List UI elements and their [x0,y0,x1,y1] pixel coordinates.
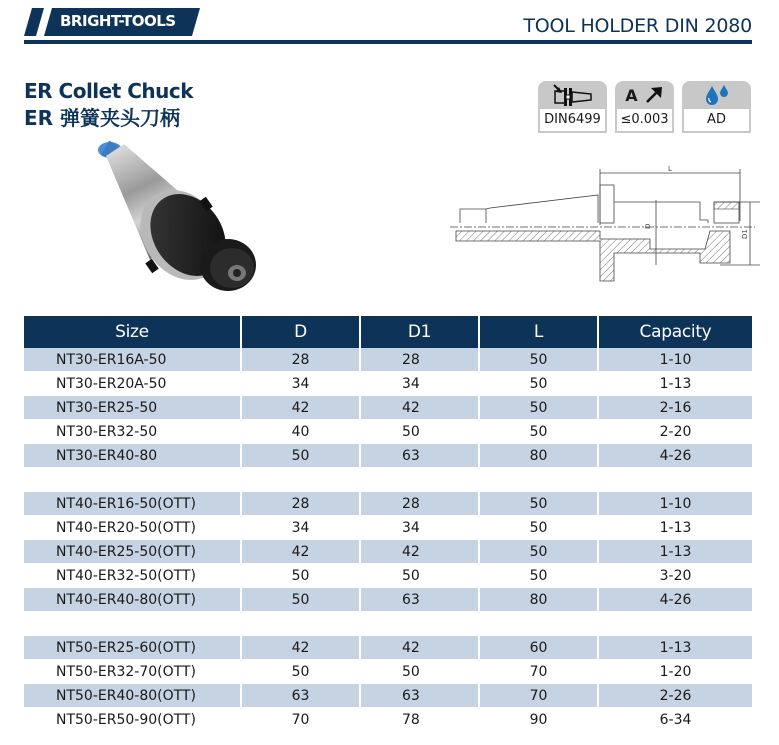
cell-d: 50 [242,660,361,684]
cell-size: NT50-ER25-60(OTT) [24,636,242,660]
group-spacer [24,612,752,636]
cell-l: 50 [480,372,599,396]
cell-size: NT40-ER16-50(OTT) [24,492,242,516]
badge-runout [615,81,674,133]
cell-size: NT30-ER40-80 [24,444,242,468]
cell-d: 50 [242,564,361,588]
cell-l: 50 [480,492,599,516]
cell-d: 50 [242,588,361,612]
cell-size: NT30-ER32-50 [24,420,242,444]
spec-badges [538,81,751,133]
cell-capacity: 2-16 [599,396,752,420]
table-row [24,708,752,732]
badge-din-value: DIN6499 [540,109,605,131]
table-row [24,492,752,516]
cell-capacity: 3-20 [599,564,752,588]
cell-d1: 42 [361,396,480,420]
collet-chuck-image [90,140,270,295]
arrow-up-right-icon [644,86,664,104]
column-header-size: Size [24,316,242,348]
cell-d1: 42 [361,636,480,660]
dimension-d1-label: D1 [741,229,749,239]
cell-d1: 34 [361,516,480,540]
group-spacer [24,468,752,492]
cell-size: NT50-ER40-80(OTT) [24,684,242,708]
cell-capacity: 1-13 [599,516,752,540]
table-row [24,684,752,708]
cell-l: 90 [480,708,599,732]
table-row [24,396,752,420]
cell-d1: 63 [361,684,480,708]
cell-d: 40 [242,420,361,444]
cell-d1: 34 [361,372,480,396]
cell-d1: 28 [361,348,480,372]
cell-l: 50 [480,396,599,420]
cell-d: 34 [242,372,361,396]
cell-size: NT50-ER32-70(OTT) [24,660,242,684]
cell-l: 80 [480,444,599,468]
cell-size: NT30-ER20A-50 [24,372,242,396]
cross-section-diagram [450,165,760,290]
column-header-capacity: Capacity [599,316,752,348]
dimension-d-label: D [644,223,652,229]
cell-d: 63 [242,684,361,708]
badge-din-standard [538,81,607,133]
cell-d1: 63 [361,588,480,612]
runout-accuracy-icon [615,81,674,109]
runout-symbol: A [625,85,638,105]
cell-capacity: 1-10 [599,492,752,516]
cell-capacity: 4-26 [599,444,752,468]
table-row [24,660,752,684]
cell-size: NT30-ER25-50 [24,396,242,420]
cell-size: NT40-ER20-50(OTT) [24,516,242,540]
table-header-row [24,316,752,348]
column-header-d: D [242,316,361,348]
cell-d1: 63 [361,444,480,468]
table-row [24,636,752,660]
cell-capacity: 1-10 [599,348,752,372]
cell-capacity: 6-34 [599,708,752,732]
table-row [24,372,752,396]
cell-l: 50 [480,564,599,588]
cell-l: 70 [480,660,599,684]
coolant-drops-icon [702,83,732,107]
cell-d1: 50 [361,660,480,684]
cell-d1: 50 [361,420,480,444]
table-row [24,516,752,540]
cell-l: 50 [480,420,599,444]
technical-drawing [450,165,760,290]
cell-l: 50 [480,348,599,372]
badge-runout-value: ≤0.003 [617,109,672,131]
spec-table [24,316,752,732]
badge-coolant [682,81,751,133]
cell-d: 50 [242,444,361,468]
column-header-d1: D1 [361,316,480,348]
table-row [24,420,752,444]
table-row [24,444,752,468]
page-title: TOOL HOLDER DIN 2080 [523,15,752,37]
cell-capacity: 1-20 [599,660,752,684]
page-header [24,8,752,44]
cell-size: NT40-ER25-50(OTT) [24,540,242,564]
cell-d: 42 [242,540,361,564]
din-holder-icon [551,83,595,107]
cell-d: 28 [242,348,361,372]
product-title-chinese: ER 弹簧夹头刀柄 [24,106,181,130]
column-header-l: L [480,316,599,348]
cell-size: NT50-ER50-90(OTT) [24,708,242,732]
cell-size: NT30-ER16A-50 [24,348,242,372]
cell-capacity: 1-13 [599,372,752,396]
product-photo [90,140,270,295]
cell-capacity: 4-26 [599,588,752,612]
table-row [24,540,752,564]
cell-d: 70 [242,708,361,732]
cell-d: 42 [242,396,361,420]
header-divider [24,40,752,44]
cell-d1: 28 [361,492,480,516]
table-row [24,564,752,588]
dimension-l-label: L [668,165,672,173]
brand-logo [24,8,204,36]
cell-d1: 78 [361,708,480,732]
cell-size: NT40-ER40-80(OTT) [24,588,242,612]
cell-capacity: 2-20 [599,420,752,444]
cell-d: 28 [242,492,361,516]
cell-d1: 42 [361,540,480,564]
product-title-english: ER Collet Chuck [24,79,194,103]
cell-capacity: 1-13 [599,540,752,564]
product-title [24,78,193,132]
cell-d: 34 [242,516,361,540]
brand-name: BRIGHT-TOOLS [60,12,176,30]
cell-l: 80 [480,588,599,612]
table-row [24,348,752,372]
cell-d: 42 [242,636,361,660]
badge-coolant-value: AD [684,109,749,131]
cell-l: 70 [480,684,599,708]
cell-d1: 50 [361,564,480,588]
cell-l: 50 [480,540,599,564]
cell-capacity: 1-13 [599,636,752,660]
cell-capacity: 2-26 [599,684,752,708]
table-row [24,588,752,612]
cell-l: 60 [480,636,599,660]
cell-size: NT40-ER32-50(OTT) [24,564,242,588]
cell-l: 50 [480,516,599,540]
